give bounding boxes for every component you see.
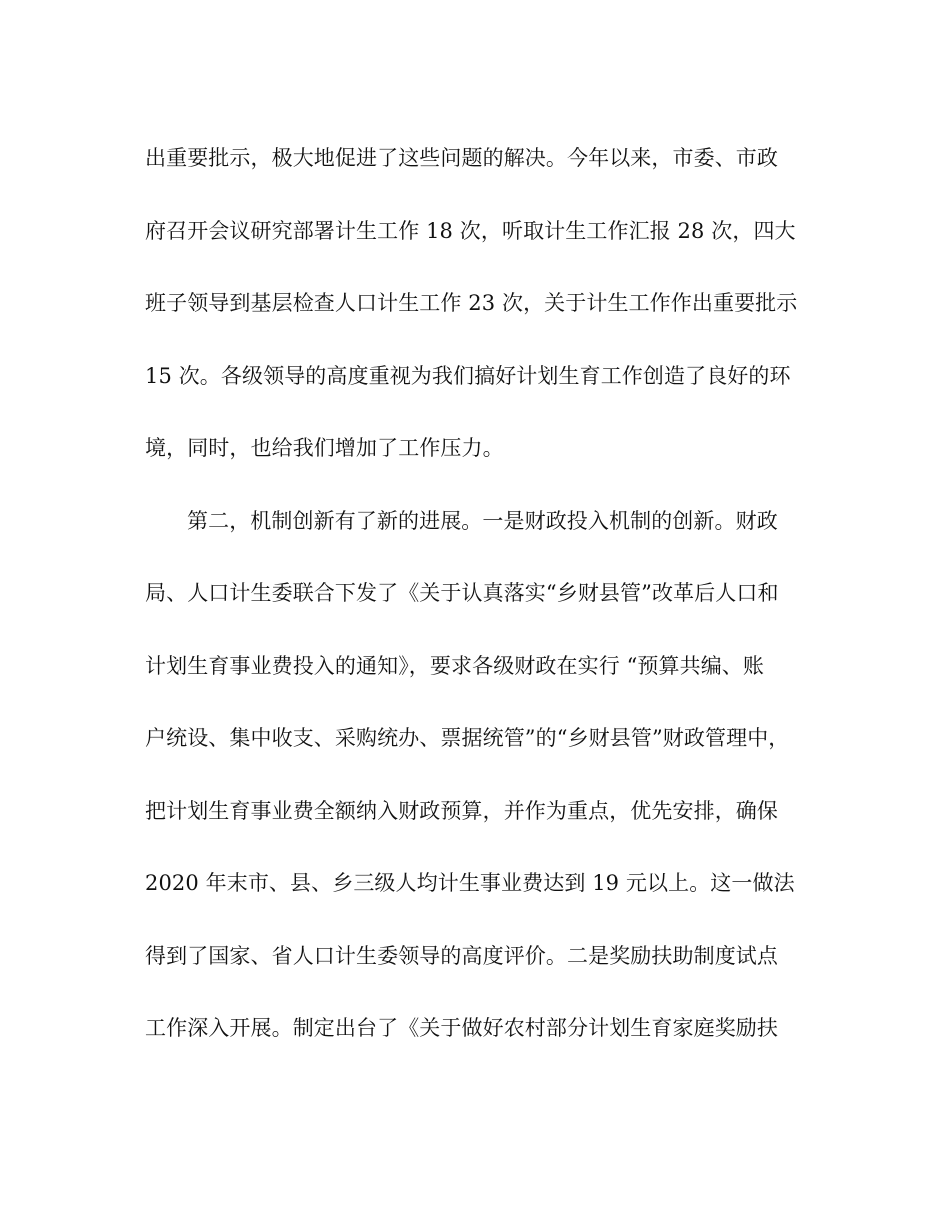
text-line-12: 得到了国家、省人口计生委领导的高度评价。二是奖励扶助制度试点 [145, 943, 778, 968]
text-line-5: 境，同时，也给我们增加了工作压力。 [145, 436, 504, 460]
text-line-13: 工作深入开展。制定出台了《关于做好农村部分计划生育家庭奖励扶 [145, 1016, 778, 1040]
text-line-11: 2020 年末市、县、乡三级人均计生事业费达到 19 元以上。这一做法 [145, 871, 795, 895]
text-line-4: 15 次。各级领导的高度重视为我们搞好计划生育工作创造了良好的环 [145, 363, 791, 388]
text-line-2: 府召开会议研究部署计生工作 18 次，听取计生工作汇报 28 次，四大 [145, 218, 796, 243]
text-line-1: 出重要批示，极大地促进了这些问题的解决。今年以来，市委、市政 [145, 146, 778, 170]
text-line-7: 局、人口计生委联合下发了《关于认真落实“乡财县管”改革后人口和 [145, 581, 779, 605]
text-line-3: 班子领导到基层检查人口计生工作 23 次，关于计生工作作出重要批示 [145, 291, 798, 315]
paragraph-start-line: 第二，机制创新有了新的进展。一是财政投入机制的创新。财政 [187, 508, 778, 533]
text-line-9: 户统设、集中收支、采购统办、票据统管”的“乡财县管”财政管理中， [145, 726, 790, 750]
text-line-10: 把计划生育事业费全额纳入财政预算，并作为重点，优先安排，确保 [145, 798, 778, 823]
document-body [145, 134, 810, 1077]
text-line-8: 计划生育事业费投入的通知》，要求各级财政在实行 “预算共编、账 [145, 653, 765, 678]
